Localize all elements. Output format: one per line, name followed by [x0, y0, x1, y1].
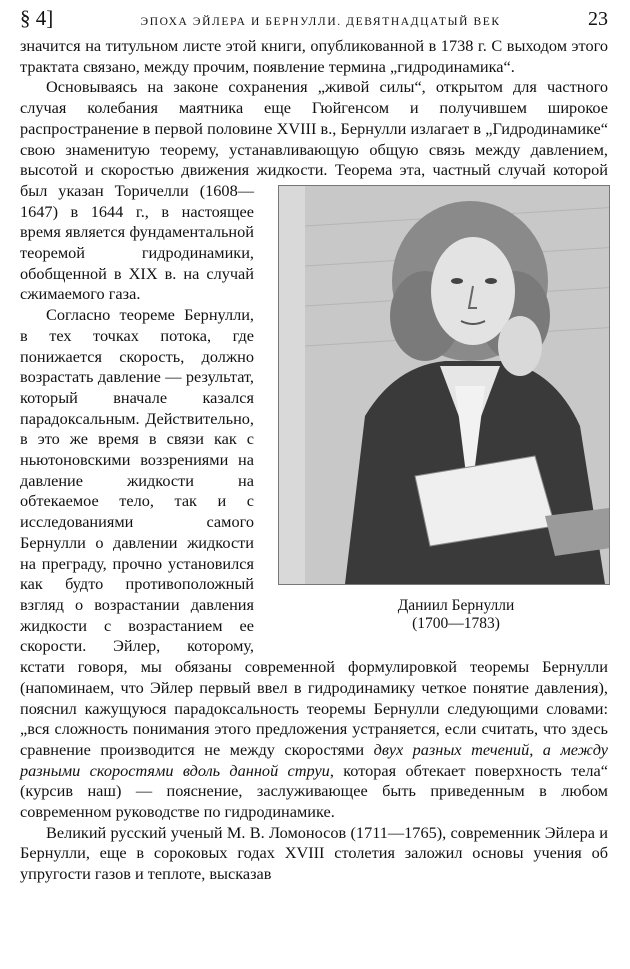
paragraph-4: Великий русский ученый М. В. Ломоносов (1711—1765), современник Эйлера и Бернулли, еще в сороковых годах XVIII столетия заложил основы учения об упругости газов и теплоте, высказав [20, 822, 608, 884]
paragraph-3-text: Согласно теореме Бернулли, в тех точках потока, где понижается скорость, должно возрастать давление — результат, который вначале казался парадоксальным. Действительно, в это же время в связи как с ньютоновскими воззрениями на давление жидкости на обтекаемое тело, так и с исследованиями самого Бернулли о давлении жидкости на преграду, прочно установился как будто противоположный взгляд о возрастании давления жидкости с возрастанием ее скорости. Эйлер, которому, кстати говоря, мы обязаны современной формулировкой теоремы Бернулли (напоминаем, что Эйлер первый ввел в гидродинамику четкое понятие давления), пояснил кажущуюся парадоксальность теоремы Бернулли следующими словами: „вся сложность понимания этого предложения устраняется, если считать, что здесь сравнение производится не между скоростями [20, 305, 608, 759]
page-header [20, 6, 608, 36]
paragraph-3-end: , которая обтекает поверхность тела“ (курсив наш) — пояснение, заслуживающее быть приведенным в любом современном руководстве по гидродинамике. [20, 760, 608, 822]
figure-caption [268, 597, 608, 633]
paragraph-3-italic: двух разных течений, а между разными скоростями вдоль данной струи [20, 739, 608, 780]
caption-years: (1700—1783) [412, 614, 500, 632]
page-number: 23 [587, 8, 608, 30]
paragraph-1: значится на титульном листе этой книги, опубликованной в 1738 г. С выходом этого трактата связано, между прочим, появление термина „гидродинамика“. [20, 36, 608, 76]
section-mark: § 4] [20, 6, 54, 30]
caption-name: Даниил Бернулли [397, 596, 515, 614]
portrait-figure [268, 185, 608, 633]
body-text [20, 36, 608, 885]
paragraph-2-text-cont: Теорема эта, частный случай которой был указан Торичелли (1608—1647) в 1644 г., в настоящее время является фундаментальной теоремой гидродинамики, обобщенной в XIX в. на случай сжимаемого газа. [20, 160, 608, 304]
paragraph-2-text: Основываясь на законе сохранения „живой силы“, открытом для частного случая колебания маятника еще Гюйгенсом и получившем широкое распространение в первой половине XVIII в., Бернулли излагает в „Гидродинамике“ свою знаменитую теорему, устанавливающую общую связь между давлением, высотой и скоростью движения жидкости. [20, 77, 608, 180]
portrait-image [278, 185, 610, 585]
portrait-engraving-icon [305, 186, 610, 584]
running-title: ЭПОХА ЭЙЛЕРА И БЕРНУЛЛИ. ДЕВЯТНАДЦАТЫЙ ВЕК [140, 16, 501, 28]
